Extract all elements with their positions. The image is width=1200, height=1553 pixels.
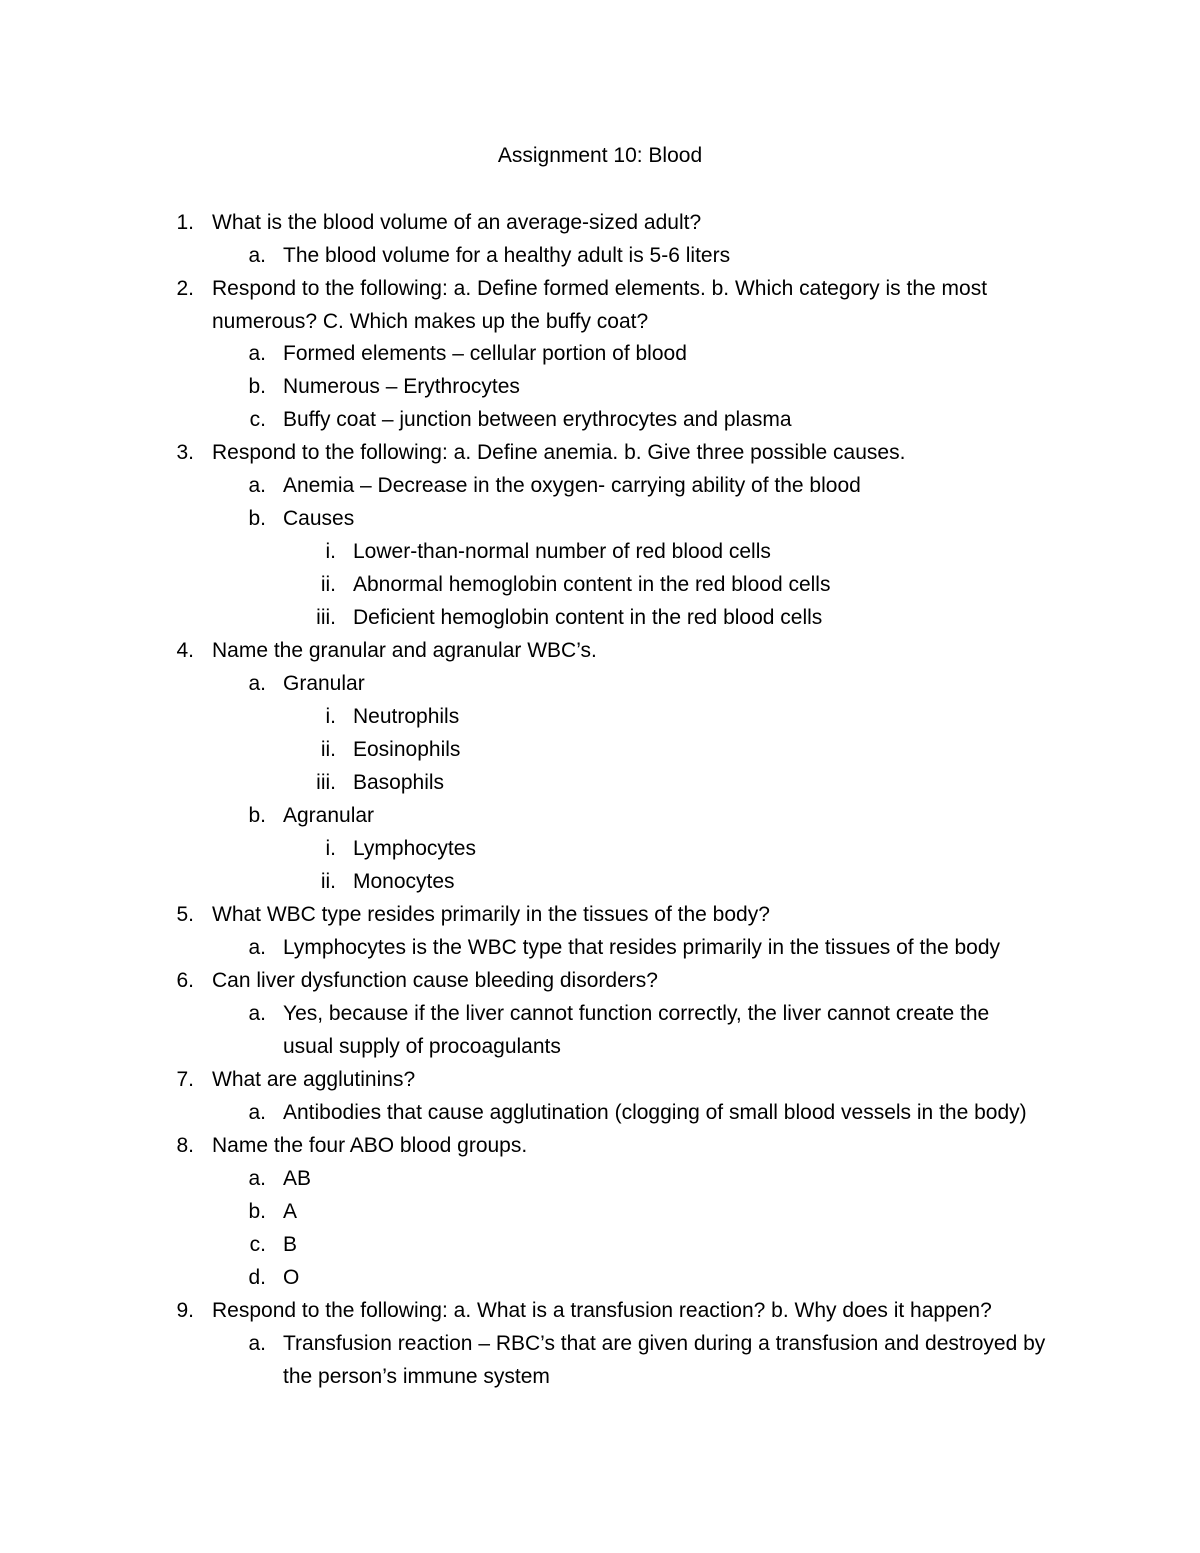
answer-text: Agranular	[283, 804, 375, 827]
answer-text: Granular	[283, 672, 365, 695]
question-text: Respond to the following: a. What is a transfusion reaction? b. Why does it happen?	[212, 1299, 992, 1322]
question-number: 5.	[176, 903, 194, 926]
sub-answer-marker: i.	[325, 540, 336, 563]
question-number: 9.	[176, 1299, 194, 1322]
question-text: Respond to the following: a. Define formed elements. b. Which category is the most	[212, 277, 988, 300]
sub-answer-marker: ii.	[320, 870, 336, 893]
answer-marker: a.	[248, 1101, 266, 1124]
answer-marker: a.	[248, 1167, 266, 1190]
answer-marker: b.	[248, 804, 266, 827]
answer-text: A	[283, 1200, 298, 1223]
answer-marker: b.	[248, 375, 266, 398]
sub-answer-text: Lower-than-normal number of red blood cells	[353, 540, 771, 563]
answer-marker: c.	[249, 408, 266, 431]
answer-text: Formed elements – cellular portion of blood	[283, 342, 687, 365]
sub-answer-text: Neutrophils	[353, 705, 460, 728]
answer-marker: a.	[248, 342, 266, 365]
answer-text: The blood volume for a healthy adult is 5-6 liters	[283, 244, 731, 267]
answer-marker: a.	[248, 1332, 266, 1355]
answer-text: Antibodies that cause agglutination (clogging of small blood vessels in the body)	[283, 1101, 1027, 1124]
question-number: 4.	[176, 639, 194, 662]
answer-text: AB	[283, 1167, 312, 1190]
sub-answer-marker: iii.	[316, 771, 336, 794]
sub-answer-marker: i.	[325, 837, 336, 860]
question-text: Respond to the following: a. Define anemia. b. Give three possible causes.	[212, 441, 906, 464]
sub-answer-text: Monocytes	[353, 870, 455, 893]
answer-marker: b.	[248, 1200, 266, 1223]
question-text-continued: numerous? C. Which makes up the buffy coat?	[212, 310, 649, 333]
answer-text: Anemia – Decrease in the oxygen- carrying ability of the blood	[283, 474, 861, 497]
question-text: What are agglutinins?	[212, 1068, 416, 1091]
answer-text-continued: usual supply of procoagulants	[283, 1035, 561, 1058]
answer-marker: a.	[248, 936, 266, 959]
answer-text: Yes, because if the liver cannot function correctly, the liver cannot create the	[283, 1002, 990, 1025]
question-text: Name the four ABO blood groups.	[212, 1134, 528, 1157]
answer-text: O	[283, 1266, 300, 1289]
sub-answer-marker: i.	[325, 705, 336, 728]
answer-marker: c.	[249, 1233, 266, 1256]
sub-answer-marker: iii.	[316, 606, 336, 629]
answer-text: B	[283, 1233, 298, 1256]
answer-text: Buffy coat – junction between erythrocytes and plasma	[283, 408, 792, 431]
answer-text: Transfusion reaction – RBC’s that are given during a transfusion and destroyed by	[283, 1332, 1046, 1355]
question-text: Name the granular and agranular WBC’s.	[212, 639, 597, 662]
page-title: Assignment 10: Blood	[497, 144, 703, 167]
question-number: 3.	[176, 441, 194, 464]
sub-answer-text: Abnormal hemoglobin content in the red blood cells	[353, 573, 831, 596]
answer-text-continued: the person’s immune system	[283, 1365, 550, 1388]
sub-answer-marker: ii.	[320, 738, 336, 761]
answer-marker: a.	[248, 474, 266, 497]
answer-marker: b.	[248, 507, 266, 530]
sub-answer-text: Basophils	[353, 771, 445, 794]
sub-answer-marker: ii.	[320, 573, 336, 596]
question-number: 2.	[176, 277, 194, 300]
answer-marker: a.	[248, 1002, 266, 1025]
question-text: Can liver dysfunction cause bleeding disorders?	[212, 969, 658, 992]
question-number: 7.	[176, 1068, 194, 1091]
sub-answer-text: Lymphocytes	[353, 837, 476, 860]
answer-text: Numerous – Erythrocytes	[283, 375, 520, 398]
question-text: What WBC type resides primarily in the tissues of the body?	[212, 903, 770, 926]
question-number: 1.	[176, 211, 194, 234]
answer-marker: a.	[248, 244, 266, 267]
sub-answer-text: Eosinophils	[353, 738, 461, 761]
sub-answer-text: Deficient hemoglobin content in the red blood cells	[353, 606, 823, 629]
question-number: 6.	[176, 969, 194, 992]
answer-text: Lymphocytes is the WBC type that resides primarily in the tissues of the body	[283, 936, 1001, 959]
question-text: What is the blood volume of an average-sized adult?	[212, 211, 702, 234]
answer-marker: d.	[248, 1266, 266, 1289]
question-number: 8.	[176, 1134, 194, 1157]
answer-marker: a.	[248, 672, 266, 695]
answer-text: Causes	[283, 507, 355, 530]
